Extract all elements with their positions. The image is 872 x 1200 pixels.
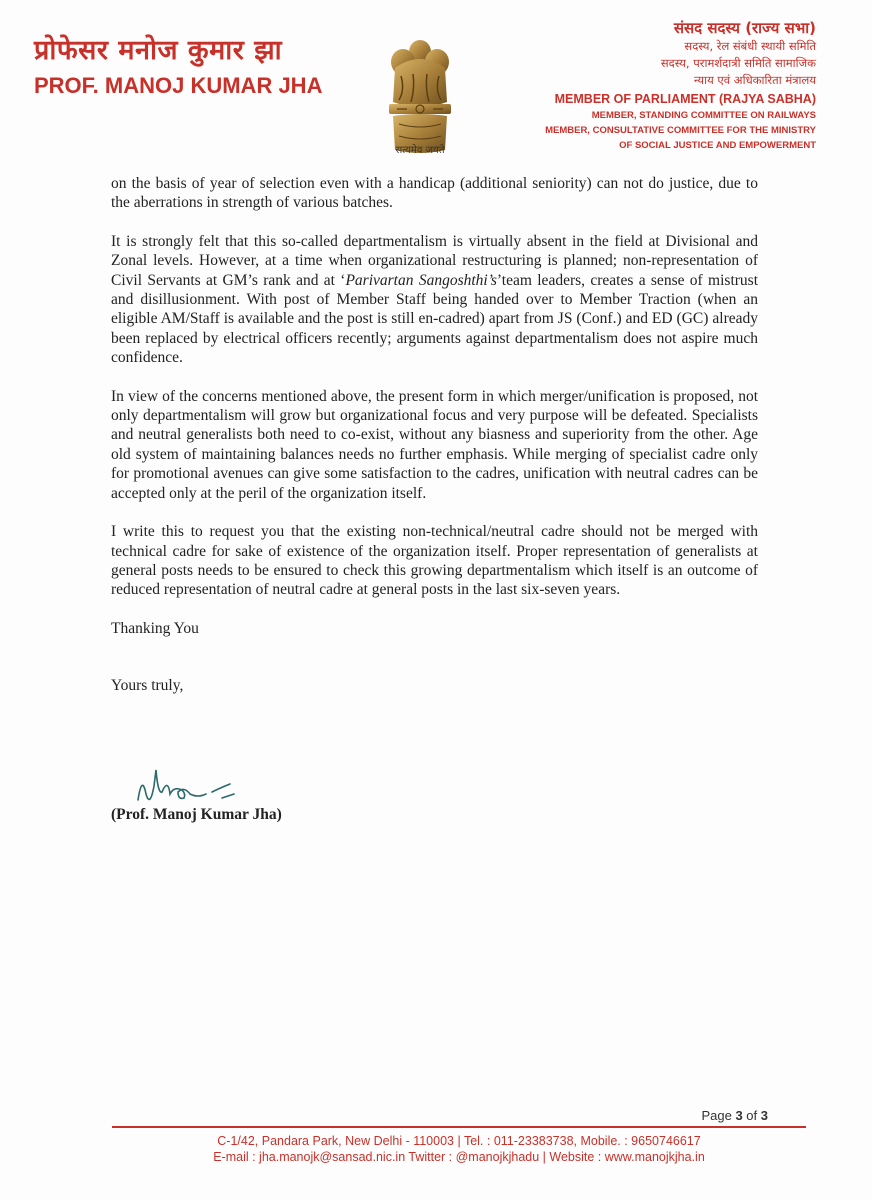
page-number [701, 1108, 768, 1123]
footer-contact [112, 1133, 806, 1165]
designation-hindi-line: न्याय एवं अधिकारिता मंत्रालय [694, 73, 816, 87]
closing-line: Yours truly, [111, 677, 184, 695]
paragraph-text: ’team leaders, creates a sense of mistrust and disillusionment. With post of Member Staff being handed over to Member Traction (when an eligible AM/Staff is available and the post is still en-cadred) apart from JS (Conf.) and ED (GC) already been replaced by electrical officers recently; arguments against departmentalism does not aspire much confidence. [111, 271, 758, 367]
paragraph [111, 232, 758, 368]
letterhead-name-block [34, 30, 322, 99]
thanks-line: Thanking You [111, 619, 199, 637]
emblem-motto: सत्यमेव जयते [395, 145, 445, 156]
italic-term: Parivartan Sangoshthi’s [345, 271, 497, 289]
paragraph: In view of the concerns mentioned above, the present form in which merger/unification is proposed, not only departmentalism will grow but organizational focus and very purpose will be defeated. Specialists and neutral generalists both need to co-exist, without any biasness and superiority from the other. Age old system of maintaining balances needs no further emphasis. While merging of specialist cadre only for promotional avenues can give some satisfaction to the cadres, unification with neutral cadres can be accepted only at the peril of the organization itself. [111, 387, 758, 502]
national-emblem-icon [375, 32, 465, 160]
page-current: 3 [735, 1108, 743, 1123]
footer-divider [112, 1126, 806, 1128]
designation-english-line: MEMBER, CONSULTATIVE COMMITTEE FOR THE MINISTRY [545, 125, 816, 136]
page-label: Page [701, 1108, 732, 1123]
name-english: PROF. MANOJ KUMAR JHA [34, 73, 323, 98]
footer-address-line: C-1/42, Pandara Park, New Delhi - 110003 | Tel. : 011-23383738, Mobile. : 9650746617 [217, 1134, 701, 1148]
designation-hindi-line: सदस्य, परामर्शदात्री समिति सामाजिक [660, 56, 816, 70]
name-hindi: प्रोफेसर मनोज कुमार झा [34, 35, 283, 66]
paragraph-text: It is strongly felt that this so-called departmentalism is virtually absent in the field at Divisional and Zonal levels. However, at a time when organizational restructuring is planned; non-representation of Civil Servants at GM’s rank and at ‘ [111, 232, 758, 289]
page-of: of [746, 1108, 758, 1123]
designation-english-line: MEMBER, STANDING COMMITTEE ON RAILWAYS [591, 110, 816, 121]
designation-english-line: OF SOCIAL JUSTICE AND EMPOWERMENT [619, 140, 816, 151]
designation-hindi-line: संसद सदस्य (राज्य सभा) [673, 19, 816, 37]
letterhead-designation-block [496, 18, 816, 153]
paragraph: on the basis of year of selection even with a handicap (additional seniority) can not do justice, due to the aberrations in strength of various batches. [111, 175, 758, 212]
signoff-name: (Prof. Manoj Kumar Jha) [111, 806, 282, 823]
footer-email-line: E-mail : jha.manojk@sansad.nic.in Twitter : @manojkjhadu | Website : www.manojkjha.in [213, 1150, 705, 1164]
designation-english-line: MEMBER OF PARLIAMENT (RAJYA SABHA) [554, 92, 816, 106]
paragraph: I write this to request you that the existing non-technical/neutral cadre should not be merged with technical cadre for sake of existence of the organization itself. Proper representation of generalists at general posts needs to be ensured to check this growing departmentalism which itself is an outcome of reduced representation of neutral cadre at general posts in the last six-seven years. [111, 523, 758, 599]
page-total: 3 [760, 1108, 768, 1123]
designation-hindi-line: सदस्य, रेल संबंधी स्थायी समिति [684, 39, 816, 53]
letter-body [111, 174, 758, 715]
